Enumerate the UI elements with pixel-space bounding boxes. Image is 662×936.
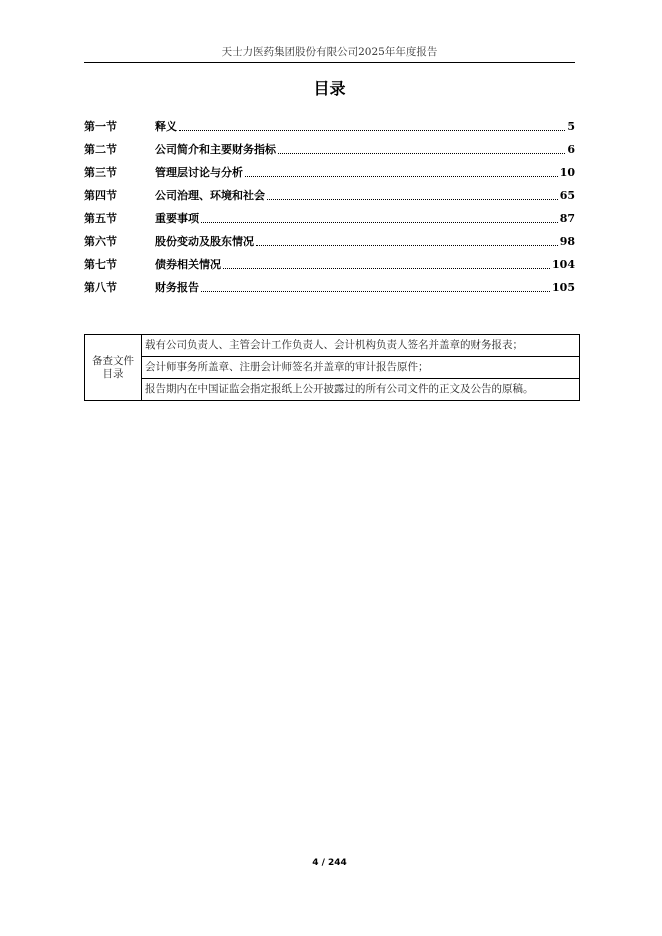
toc-section-title: 重要事项 xyxy=(155,212,199,225)
table-row xyxy=(85,379,580,401)
toc-section-number: 第二节 xyxy=(84,143,117,156)
toc-section-title: 财务报告 xyxy=(155,281,199,294)
toc-section-number: 第七节 xyxy=(84,258,117,271)
reference-document-item: 载有公司负责人、主管会计工作负责人、会计机构负责人签名并盖章的财务报表； xyxy=(142,335,580,357)
reference-document-item: 报告期内在中国证监会指定报纸上公开披露过的所有公司文件的正文及公告的原稿。 xyxy=(142,379,580,401)
toc-section-title: 释义 xyxy=(155,120,177,133)
toc-page-number: 65 xyxy=(559,189,575,202)
toc-page-number: 10 xyxy=(559,166,575,179)
reference-documents-table xyxy=(84,334,580,401)
toc-page-number: 5 xyxy=(567,120,575,133)
toc-section-number: 第六节 xyxy=(84,235,117,248)
toc-section-title: 股份变动及股东情况 xyxy=(155,235,254,248)
toc-section-number: 第五节 xyxy=(84,212,117,225)
toc-leader-dots xyxy=(267,199,558,200)
toc-page-number: 104 xyxy=(552,258,575,271)
toc-entry[interactable] xyxy=(84,212,575,226)
table-row xyxy=(85,335,580,357)
table-row xyxy=(85,357,580,379)
toc-entry[interactable] xyxy=(84,189,575,203)
toc-leader-dots xyxy=(278,153,565,154)
toc-page-number: 6 xyxy=(567,143,575,156)
toc-section-title: 债券相关情况 xyxy=(155,258,221,271)
toc-section-title: 管理层讨论与分析 xyxy=(155,166,243,179)
toc-page-number: 105 xyxy=(552,281,575,294)
toc-leader-dots xyxy=(201,222,558,223)
toc-section-number: 第八节 xyxy=(84,281,117,294)
toc-leader-dots xyxy=(201,291,550,292)
toc-page-number: 87 xyxy=(559,212,575,225)
reference-document-item: 会计师事务所盖章、注册会计师签名并盖章的审计报告原件； xyxy=(142,357,580,379)
header-rule xyxy=(84,62,575,63)
toc-section-number: 第三节 xyxy=(84,166,117,179)
page-number: 4 / 244 xyxy=(312,858,347,868)
toc-section-title: 公司治理、环境和社会 xyxy=(155,189,265,202)
toc-leader-dots xyxy=(179,130,565,131)
toc-entry[interactable] xyxy=(84,120,575,134)
toc-entry[interactable] xyxy=(84,235,575,249)
toc-section-number: 第四节 xyxy=(84,189,117,202)
toc-page-number: 98 xyxy=(559,235,575,248)
reference-documents-label xyxy=(85,335,142,401)
toc-entry[interactable] xyxy=(84,281,575,295)
toc-leader-dots xyxy=(223,268,550,269)
toc-entry[interactable] xyxy=(84,166,575,180)
toc-leader-dots xyxy=(256,245,558,246)
toc-entry[interactable] xyxy=(84,258,575,272)
toc-section-title: 公司简介和主要财务指标 xyxy=(155,143,276,156)
running-header: 天士力医药集团股份有限公司2025年年度报告 xyxy=(221,46,438,58)
label-line: 备查文件 xyxy=(92,354,134,367)
label-line: 目录 xyxy=(102,367,124,380)
page-title: 目录 xyxy=(313,79,346,98)
toc-section-number: 第一节 xyxy=(84,120,117,133)
toc-entry[interactable] xyxy=(84,143,575,157)
toc-leader-dots xyxy=(245,176,558,177)
